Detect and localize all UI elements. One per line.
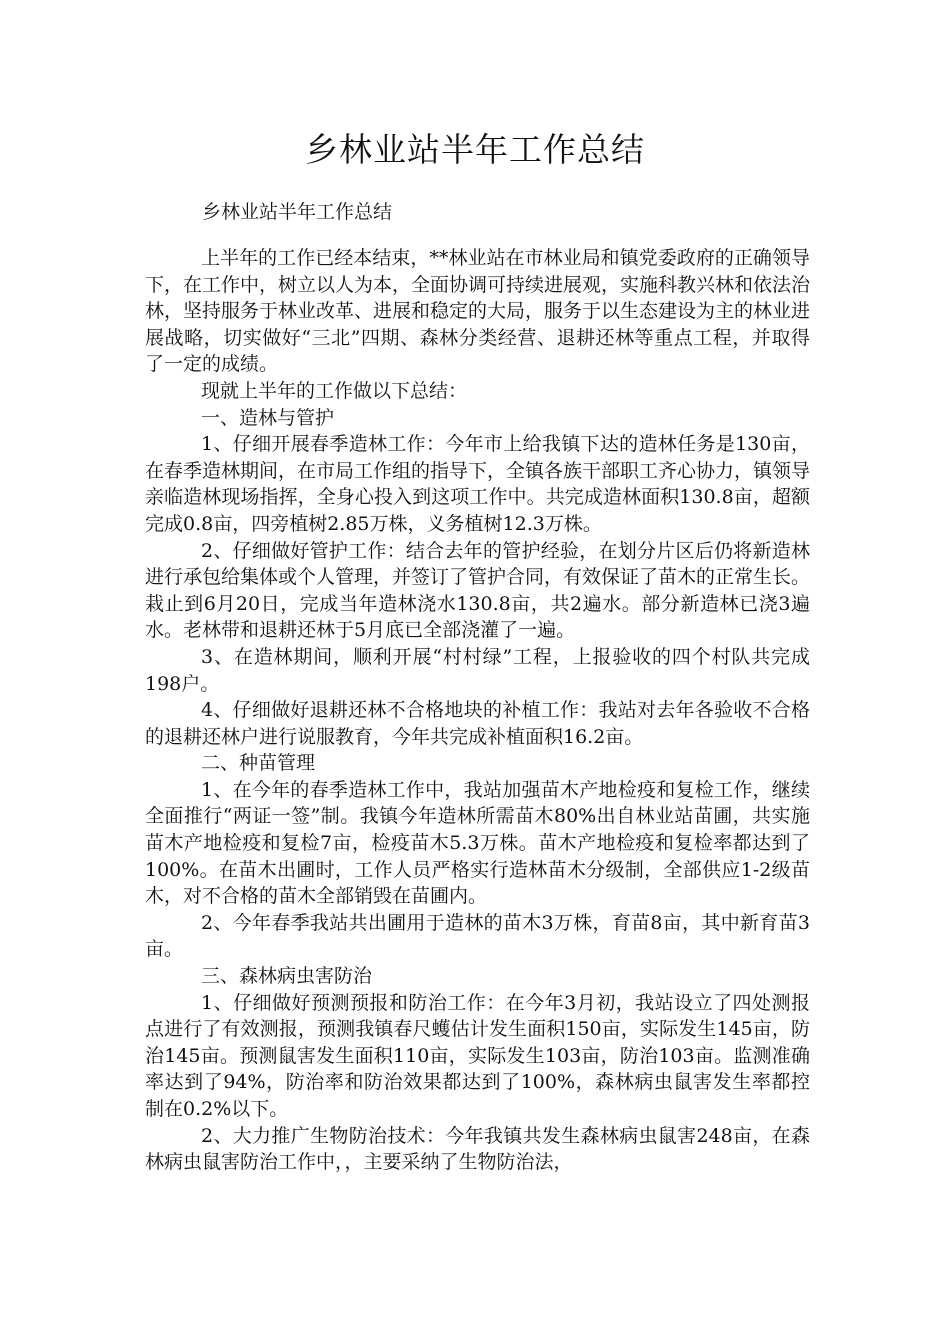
paragraph-biological-control: 2、大力推广生物防治技术：今年我镇共发生森林病虫鼠害248亩，在森林病虫鼠害防治工作中，，主要采纳了生物防治法， — [145, 1124, 810, 1174]
paragraph-intro: 上半年的工作已经本结束，**林业站在市林业局和镇党委政府的正确领导下，在工作中，树立以人为本，全面协调可持续进展观，实施科教兴林和依法治林，坚持服务于林业改革、进展和稳定的大局，服务于以生态建设为主的林业进展战略，切实做好“三北”四期、森林分类经营、退耕还林等重点工程，并取得了一定的成绩。 — [145, 247, 811, 376]
paragraph-spring-afforestation: 1、仔细开展春季造林工作：今年市上给我镇下达的造林任务是130亩，在春季造林期间，在市局工作组的指导下，全镇各族干部职工齐心协力，镇领导亲临造林现场指挥，全身心投入到这项工作中。共完成造林面积130.8亩，超额完成0.8亩，四旁植树2.85万株，义务植树12.3万株。 — [145, 433, 811, 535]
section-heading-afforestation: 一、造林与管护 — [201, 406, 335, 429]
section-heading-seedlings: 二、种苗管理 — [201, 752, 316, 775]
paragraph-replanting: 4、仔细做好退耕还林不合格地块的补植工作：我站对去年各验收不合格的退耕还林户进行说服教育，今年共完成补植面积16.2亩。 — [145, 699, 810, 748]
section-heading-pest-control: 三、森林病虫害防治 — [201, 965, 373, 988]
paragraph-village-greening: 3、在造林期间，顺利开展“村村绿”工程，上报验收的四个村队共完成198户。 — [145, 645, 810, 695]
document-subtitle: 乡林业站半年工作总结 — [202, 201, 393, 223]
paragraph-pest-forecast: 1、仔细做好预测预报和防治工作：在今年3月初，我站设立了四处测报点进行了有效测报，预测我镇春尺蠖估计发生面积150亩，实际发生145亩，防治145亩。预测鼠害发生面积110亩，实际发生103亩，防治103亩。监测准确率达到了94%，防治率和防治效果都达到了100%，森林病虫鼠害发生率都控制在0.2%以下。 — [145, 991, 810, 1120]
paragraph-nursery-output: 2、今年春季我站共出圃用于造林的苗木3万株，育苗8亩，其中新育苗3亩。 — [145, 911, 810, 961]
document-title: 乡林业站半年工作总结 — [305, 130, 645, 169]
paragraph-seedling-quarantine: 1、在今年的春季造林工作中，我站加强苗木产地检疫和复检工作，继续全面推行“两证一签”制。我镇今年造林所需苗木80%出自林业站苗圃，共实施苗木产地检疫和复检7亩，检疫苗木5.3万株。苗木产地检疫和复检率都达到了100%。在苗木出圃时，工作人员严格实行造林苗木分级制，全部供应1-2级苗木，对不合格的苗木全部销毁在苗圃内。 — [145, 778, 810, 908]
paragraph-forest-management: 2、仔细做好管护工作：结合去年的管护经验，在划分片区后仍将新造林进行承包给集体或个人管理，并签订了管护合同，有效保证了苗木的正常生长。栽止到6月20日，完成当年造林浇水130.8亩，共2遍水。部分新造林已浇3遍水。老林带和退耕还林于5月底已全部浇灌了一遍。 — [145, 539, 811, 642]
paragraph-summary-lead: 现就上半年的工作做以下总结： — [201, 379, 468, 402]
document-body — [145, 245, 810, 1176]
